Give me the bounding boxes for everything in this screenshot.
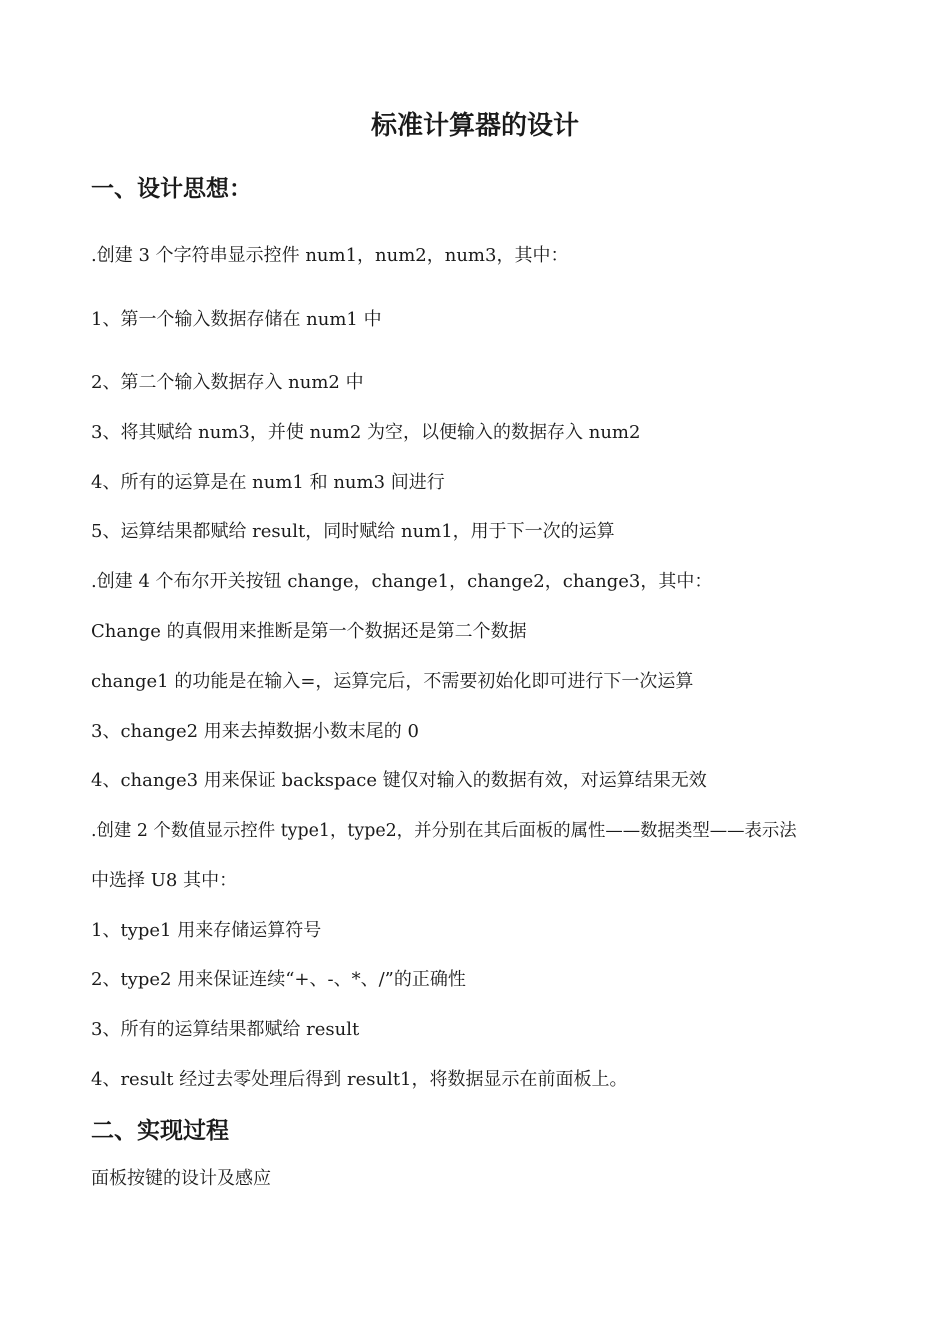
paragraph-line: .创建 2 个数值显示控件 type1，type2，并分别在其后面板的属性——数据类型——表示法 [91,821,797,841]
document-title: 标准计算器的设计 [370,111,579,141]
paragraph-line: 2、第二个输入数据存入 num2 中 [91,372,364,393]
paragraph-line: 4、change3 用来保证 backspace 键仅对输入的数据有效，对运算结果无效 [91,770,707,791]
paragraph-line: Change 的真假用来推断是第一个数据还是第二个数据 [91,621,527,642]
section-heading-implementation: 二、实现过程 [91,1117,229,1144]
paragraph-line: change1 的功能是在输入=，运算完后，不需要初始化即可进行下一次运算 [91,671,694,692]
paragraph-line: .创建 4 个布尔开关按钮 change，change1，change2，change3，其中： [91,571,713,592]
paragraph-line: 4、所有的运算是在 num1 和 num3 间进行 [91,472,445,493]
paragraph-line: 3、change2 用来去掉数据小数末尾的 0 [91,721,419,742]
paragraph-line: 1、type1 用来存储运算符号 [91,920,322,941]
section-heading-design-idea: 一、设计思想： [91,175,252,202]
paragraph-line: 面板按键的设计及感应 [91,1168,271,1189]
paragraph-line: 5、运算结果都赋给 result，同时赋给 num1，用于下一次的运算 [91,521,615,542]
paragraph-line: 中选择 U8 其中： [91,870,238,891]
paragraph-line: 1、第一个输入数据存储在 num1 中 [91,309,382,330]
paragraph-line: .创建 3 个字符串显示控件 num1，num2，num3，其中： [91,245,569,266]
paragraph-line: 2、type2 用来保证连续“+、-、*、/”的正确性 [91,969,466,990]
paragraph-line: 3、将其赋给 num3，并使 num2 为空，以便输入的数据存入 num2 [91,422,641,443]
paragraph-line: 3、所有的运算结果都赋给 result [91,1019,360,1040]
paragraph-line: 4、result 经过去零处理后得到 result1，将数据显示在前面板上。 [91,1069,628,1090]
